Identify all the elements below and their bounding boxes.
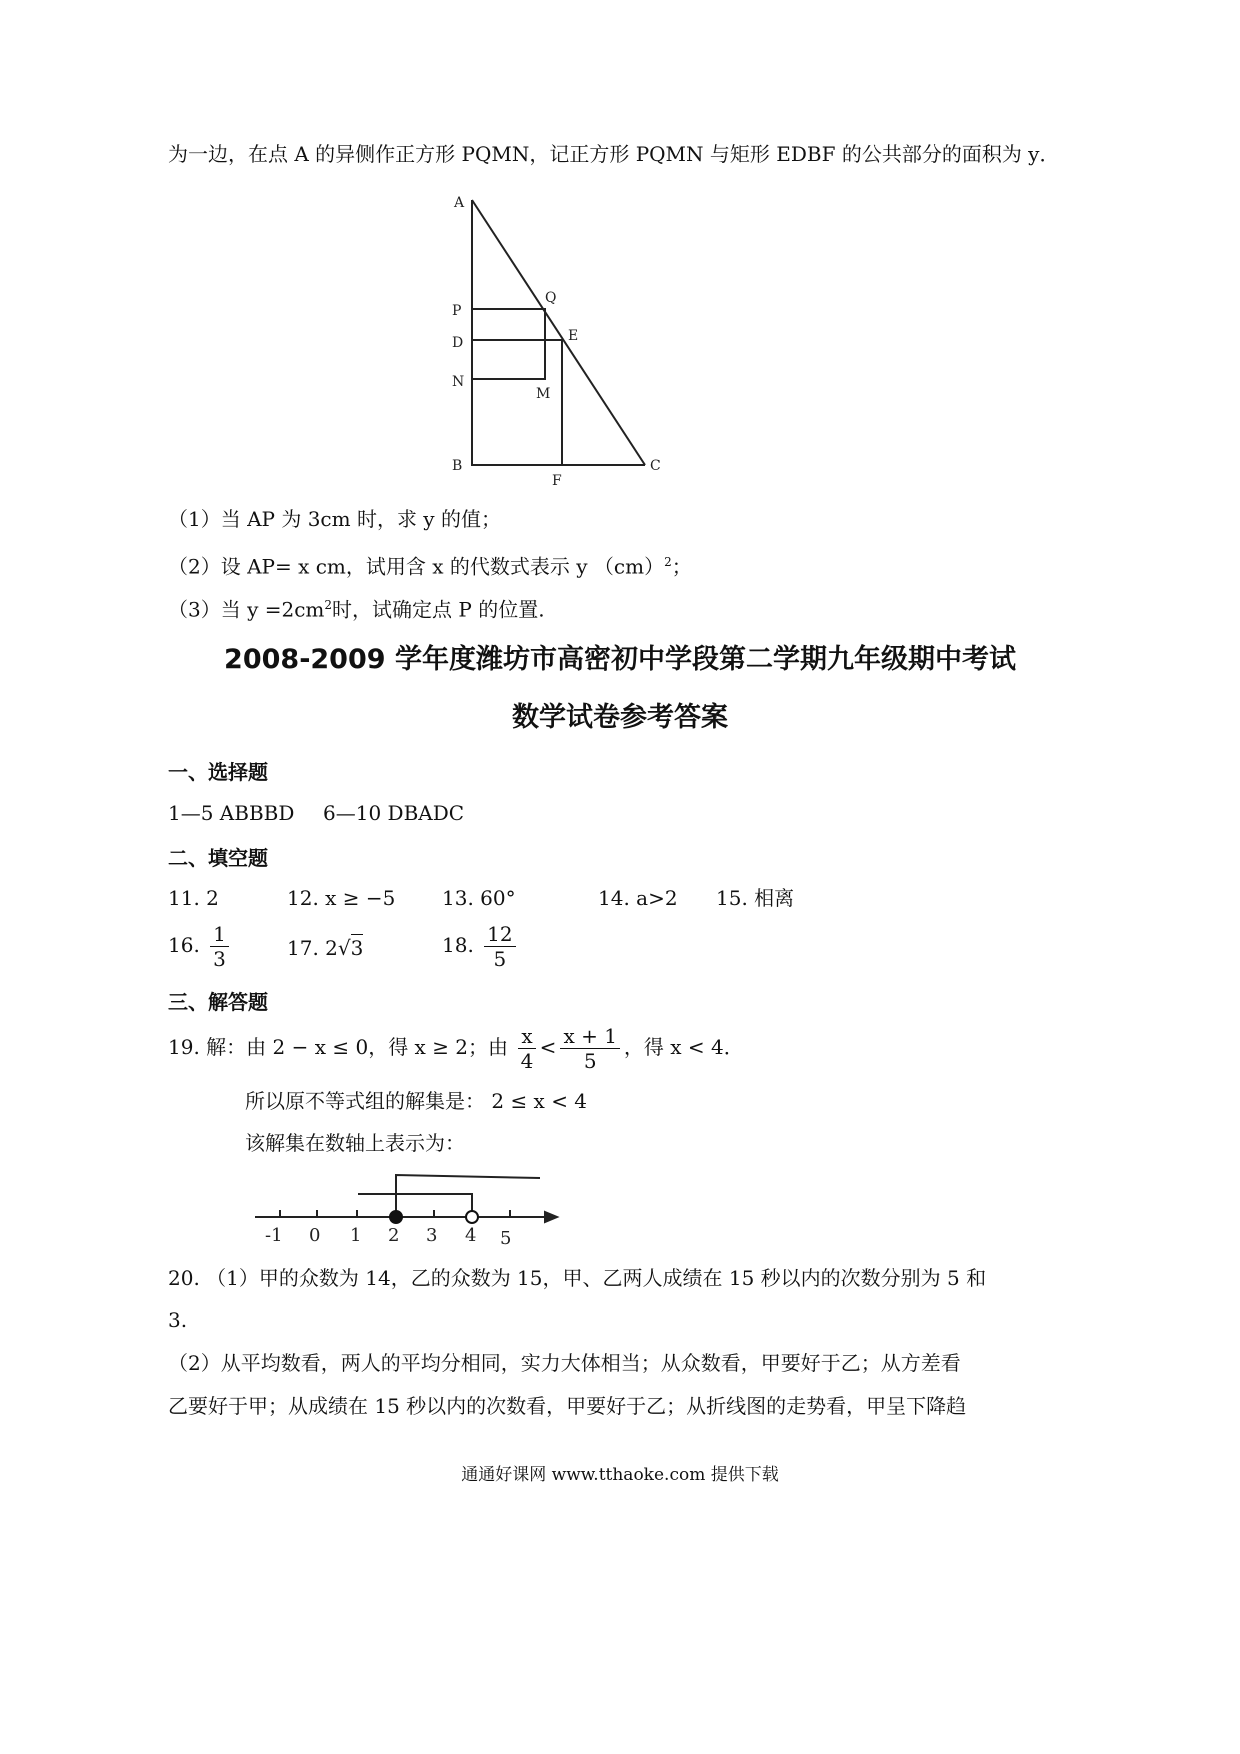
fraction-16-den: 3 [213,947,226,971]
open-point-4 [466,1211,478,1223]
question-2-text: （2）设 AP= x cm，试用含 x 的代数式表示 y （cm） [168,554,665,579]
choice-answers-1-5: 1—5 ABBBD [168,801,295,825]
answer-title-line1: 2008-2009 学年度潍坊市高密初中学段第二学期九年级期中考试 [224,644,1016,675]
fill-answer-11: 11. 2 [168,886,219,910]
sqrt-symbol: √ [337,936,351,960]
fill-18-label: 18. [442,933,474,957]
label-m: M [536,386,551,402]
filled-point-2 [390,1211,402,1223]
answer-19-line3: 该解集在数轴上表示为： [245,1131,465,1155]
label-c: C [650,458,661,474]
fill-answer-18 [442,922,520,971]
tick-label-minus1: -1 [265,1225,283,1246]
geometry-figure [440,185,680,495]
fraction-16 [210,922,229,971]
fill-answer-12: 12. x ≥ −5 [287,886,396,910]
fill-answer-13: 13. 60° [442,886,516,910]
question-2-end: ； [671,554,692,579]
bracket-x-lt-4 [358,1194,472,1217]
fraction-x-over-4 [518,1024,535,1073]
answer-20-line2: （2）从平均数看，两人的平均分相同，实力大体相当；从众数看，甲要好于乙；从方差看 [168,1351,961,1375]
tick-label-2: 2 [388,1225,400,1246]
label-a: A [454,195,465,211]
question-2 [168,548,692,581]
tick-label-5: 5 [500,1228,512,1249]
label-b: B [452,458,463,474]
fill-answer-14: 14. a>2 [598,886,678,910]
arrow-icon [545,1212,557,1222]
question-3-text-a: （3）当 y =2cm [168,597,325,622]
answer-title-line2: 数学试卷参考答案 [512,702,728,733]
fraction-19a-num: x [518,1024,535,1049]
fill-17-radicand: 3 [350,936,364,960]
label-f: F [552,473,562,489]
fill-answer-16 [168,922,233,971]
tick-label-3: 3 [426,1225,438,1246]
answer-20-line3: 乙要好于甲；从成绩在 15 秒以内的次数看，甲要好于乙；从折线图的走势看，甲呈下降趋 [168,1394,967,1418]
fraction-18-num: 12 [484,922,515,947]
question-3-sup: 2 [324,598,333,612]
section-3-heading: 三、解答题 [168,990,268,1014]
section-1-heading: 一、选择题 [168,760,268,784]
fraction-19b-num: x + 1 [560,1024,619,1049]
tick-label-0: 0 [309,1225,321,1246]
label-d: D [452,335,464,351]
intro-line: 为一边，在点 A 的异侧作正方形 PQMN，记正方形 PQMN 与矩形 EDBF 的公共部分的面积为 y． [168,142,1060,166]
answer-19-text-a: 19. 解：由 2 − x ≤ 0，得 x ≥ 2；由 [168,1035,509,1059]
fraction-19a-den: 4 [520,1049,534,1073]
answer-19-line1 [168,1024,744,1073]
fraction-19b-den: 5 [583,1049,597,1073]
question-1: （1）当 AP 为 3cm 时，求 y 的值； [168,507,501,531]
fraction-x-plus-1-over-5 [560,1024,619,1073]
fill-17-label: 17. 2 [287,936,338,960]
rectangle-edbf [472,340,562,465]
page-footer: 通通好课网 www.tthaoke.com 提供下载 [461,1465,779,1485]
fill-16-label: 16. [168,933,200,957]
fraction-18 [484,922,515,971]
answer-20-line1: 20. （1）甲的众数为 14，乙的众数为 15，甲、乙两人成绩在 15 秒以内的次数分别为 5 和 [168,1266,987,1290]
section-2-heading: 二、填空题 [168,846,268,870]
choice-answers-6-10: 6—10 DBADC [323,801,465,825]
tick-label-4: 4 [465,1225,477,1246]
fill-answer-15: 15. 相离 [716,886,795,910]
label-n: N [452,374,465,390]
less-than-sign: < [539,1035,557,1059]
question-3 [168,591,545,624]
label-q: Q [545,290,557,306]
bracket-x-ge-2 [396,1175,540,1217]
fraction-16-num: 1 [210,922,229,947]
question-3-text-b: 时，试确定点 P 的位置. [332,597,545,622]
question-2-sup: 2 [664,555,672,569]
answer-19-line2: 所以原不等式组的解集是： 2 ≤ x < 4 [245,1089,588,1113]
number-line [245,1165,565,1250]
fraction-18-den: 5 [493,947,507,971]
tick-label-1: 1 [350,1225,362,1246]
answer-19-text-b: ，得 x < 4． [623,1035,744,1059]
label-p: P [452,303,462,319]
answer-20-line1b: 3. [168,1308,188,1332]
edge-ac [472,200,645,465]
label-e: E [568,328,579,344]
fill-answer-17 [287,934,363,962]
square-pqmn [472,309,545,379]
